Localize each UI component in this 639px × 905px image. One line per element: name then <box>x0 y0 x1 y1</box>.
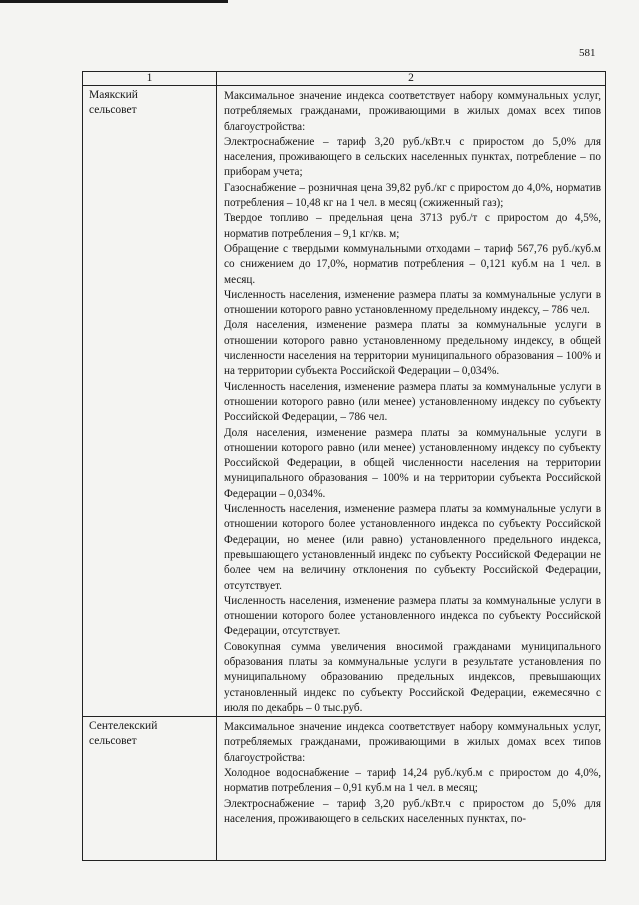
paragraph: Численность населения, изменение размера платы за коммунальные услуги в отношении которого более установленного индекса по субъекту Российской Федерации, но менее (или равно) установленного предельного индекса, превышающего установленный индекс по субъекту Российской Федерации не более чем на величину отклонения по субъекту Российской Федерации, отсутствует. <box>224 503 601 592</box>
paragraph: Газоснабжение – розничная цена 39,82 руб./кг с приростом до 4,0%, норматив потребления – 10,48 кг на 1 чел. в месяц (сжиженный газ); <box>224 181 601 210</box>
municipality-name-line: сельсовет <box>89 735 137 748</box>
paragraph: Численность населения, изменение размера платы за коммунальные услуги в отношении которого равно (или менее) установленному индексу по субъекту Российской Федерации, – 786 чел. <box>224 380 601 424</box>
paragraph: Доля населения, изменение размера платы за коммунальные услуги в отношении которого равно установленному предельному индексу, в общей численности населения на территории муниципального образования – 100% и на территории субъекта Российской Федерации – 0,034%. <box>224 319 601 378</box>
column-header-2: 2 <box>217 72 606 86</box>
municipality-cell <box>83 717 217 861</box>
municipality-name-line: сельсовет <box>89 104 137 116</box>
paragraph: Максимальное значение индекса соответствует набору коммунальных услуг, потребляемых гражданами, проживающими в жилых домах всех типов благоустройства: <box>224 90 601 133</box>
description-cell <box>217 717 606 861</box>
municipality-name-line: Маякский <box>89 89 138 101</box>
paragraph: Численность населения, изменение размера платы за коммунальные услуги в отношении которого более установленного индекса по субъекту Российской Федерации, отсутствует. <box>224 594 601 638</box>
paragraph: Холодное водоснабжение – тариф 14,24 руб./куб.м с приростом до 4,0%, норматив потребления – 0,91 куб.м на 1 чел. в месяц; <box>224 767 601 795</box>
paragraph: Электроснабжение – тариф 3,20 руб./кВт.ч с приростом до 5,0% для населения, проживающего в сельских населенных пунктах, потребление – по приборам учета; <box>224 135 601 179</box>
municipality-cell <box>83 86 217 717</box>
paragraph: Численность населения, изменение размера платы за коммунальные услуги в отношении которого равно установленному предельному индексу, – 786 чел. <box>224 288 601 317</box>
column-header-1: 1 <box>83 72 217 86</box>
top-edge-bar <box>0 0 228 3</box>
municipality-name-line: Сентелекский <box>89 720 158 733</box>
paragraph: Твердое топливо – предельная цена 3713 руб./т с приростом до 4,5%, норматив потребления – 9,1 кг/кв. м; <box>224 212 601 240</box>
table-row <box>83 86 606 717</box>
paragraph: Электроснабжение – тариф 3,20 руб./кВт.ч с приростом до 5,0% для населения, проживающего в сельских населенных пунктах, по- <box>224 797 601 825</box>
table-header-row <box>83 72 606 86</box>
paragraph: Доля населения, изменение размера платы за коммунальные услуги в отношении которого равно (или менее) установленному индексу по субъекту Российской Федерации, в общей численности населения на территории муниципального образования – 100% и на территории субъекта Российской Федерации – 0,034%. <box>224 426 601 500</box>
page-number: 581 <box>579 47 596 59</box>
tariff-table <box>82 71 606 861</box>
paragraph: Обращение с твердыми коммунальными отходами – тариф 567,76 руб./куб.м со снижением до 17,0%, норматив потребления – 0,121 куб.м на 1 чел. в месяц. <box>224 242 601 286</box>
paragraph: Максимальное значение индекса соответствует набору коммунальных услуг, потребляемых гражданами, проживающими в жилых домах всех типов благоустройства: <box>224 721 601 764</box>
paragraph: Совокупная сумма увеличения вносимой гражданами муниципального образования платы за коммунальные услуги в результате установления по муниципальному образованию предельных индексов, превышающих установленный индекс по субъекту Российской Федерации, ежемесячно с июля по декабрь – 0 тыс.руб. <box>224 640 601 714</box>
table-row <box>83 717 606 861</box>
description-cell <box>217 86 606 717</box>
